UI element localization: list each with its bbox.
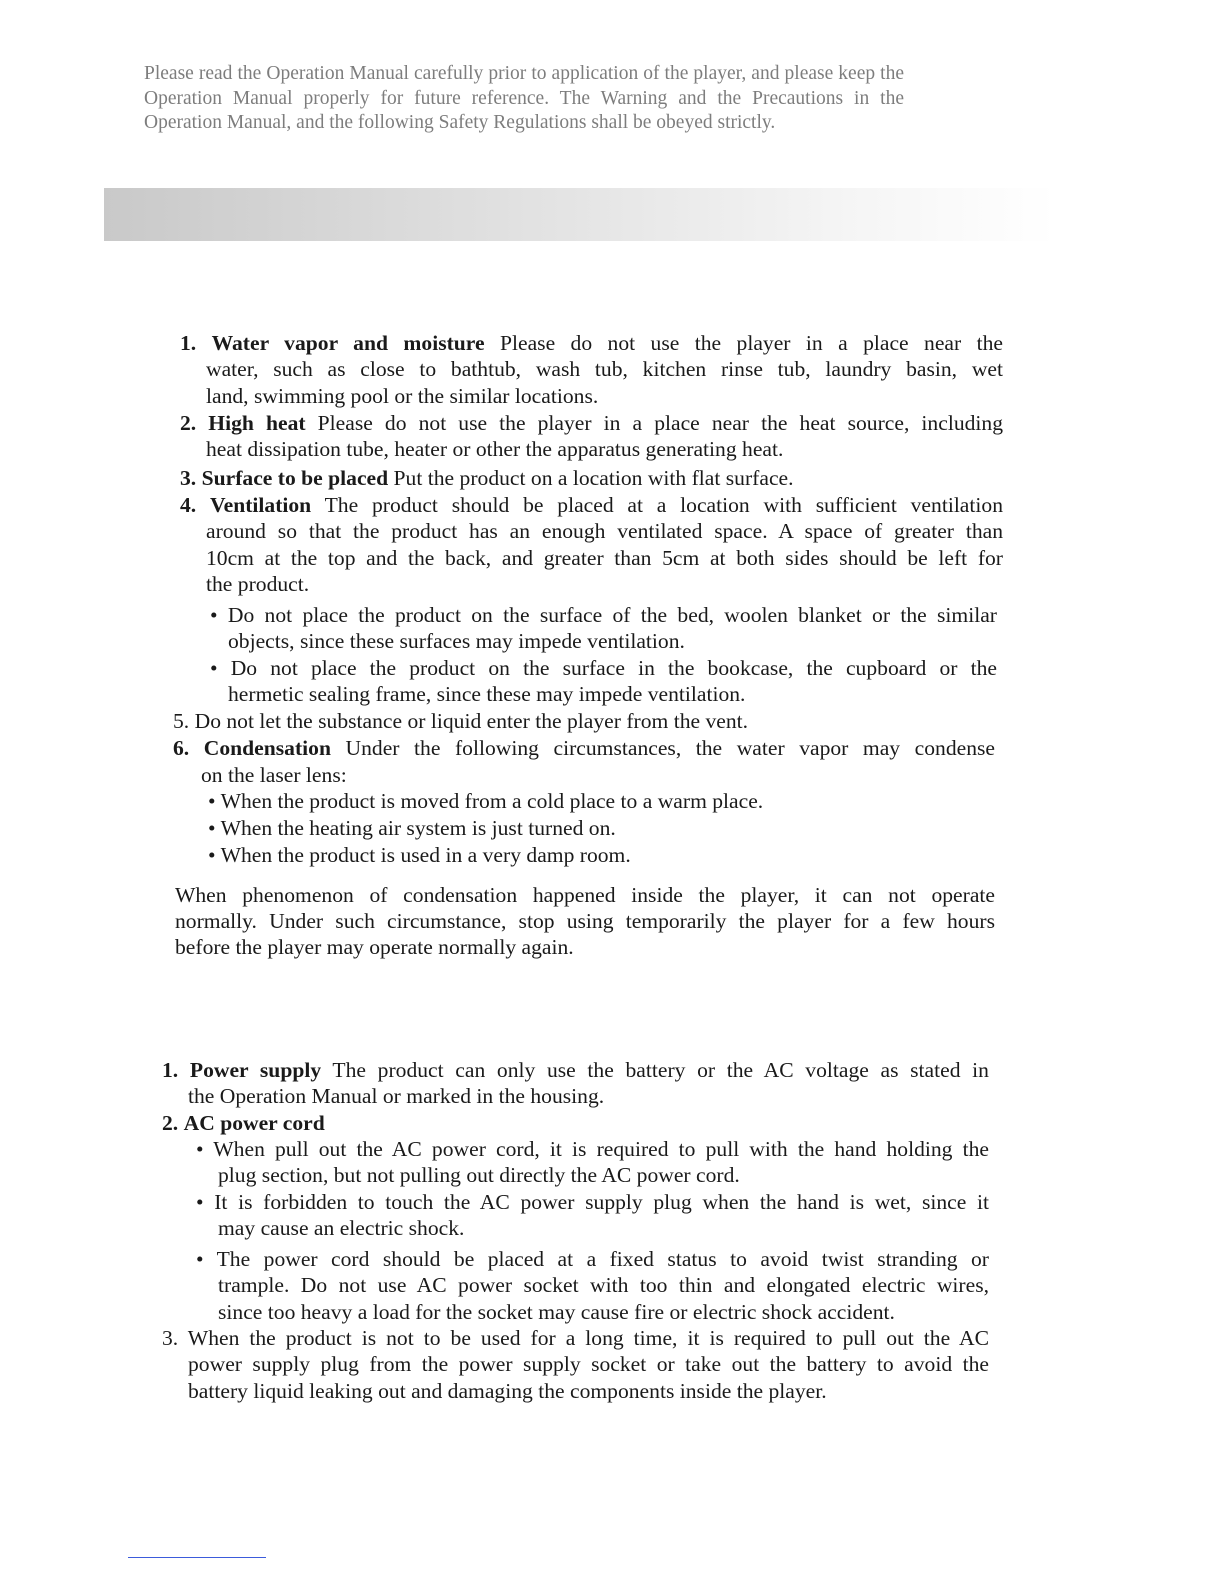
s2-bullet-3-line-2: trample. Do not use AC power socket with too thin and elongated electric wires, bbox=[218, 1273, 989, 1297]
closing-line-2: normally. Under such circumstance, stop using temporarily the player for a few hours bbox=[175, 909, 995, 933]
s2-item-2-title-line bbox=[162, 1110, 325, 1137]
closing-line-3: before the player may operate normally again. bbox=[175, 935, 574, 959]
item-6-line-1 bbox=[173, 735, 995, 762]
item-title: Ventilation bbox=[210, 493, 312, 517]
intro-paragraph: Please read the Operation Manual carefully prior to application of the player, and please keep the Operation Manual properly for future reference. The Warning and the Precautions in the Operation Manual, and the following Safety Regulations shall be obeyed strictly. bbox=[144, 63, 904, 133]
item-4-line-4: the product. bbox=[206, 572, 310, 596]
item-text: Please do not use the player in a place near the heat source, including bbox=[317, 411, 1004, 435]
item-number: 2. bbox=[180, 411, 197, 435]
item-1-line-3: land, swimming pool or the similar locations. bbox=[206, 384, 599, 408]
s2-item-1-line-1 bbox=[162, 1057, 989, 1084]
item-4-bullet-2-line-2: hermetic sealing frame, since these may impede ventilation. bbox=[228, 682, 746, 706]
item-text: Put the product on a location with flat surface. bbox=[393, 466, 794, 490]
item-number: 6. bbox=[173, 736, 190, 760]
item-6-bullet: • When the product is used in a very damp room. bbox=[208, 843, 631, 867]
s2-bullet-2-line-2: may cause an electric shock. bbox=[218, 1216, 465, 1240]
item-4-line-3: 10cm at the top and the back, and greater than 5cm at both sides should be left for bbox=[206, 546, 1003, 570]
section-header-banner bbox=[104, 188, 1056, 241]
s2-item-3-line-2: power supply plug from the power supply socket or take out the battery to avoid the bbox=[188, 1352, 989, 1376]
item-number: 3. bbox=[180, 466, 197, 490]
item-text: The product should be placed at a location with sufficient ventilation bbox=[324, 493, 1003, 517]
item-4-line-2: around so that the product has an enough ventilated space. A space of greater than bbox=[206, 519, 1003, 543]
s2-bullet-3-line-1: • The power cord should be placed at a fixed status to avoid twist stranding or bbox=[196, 1247, 989, 1271]
item-title: High heat bbox=[208, 411, 306, 435]
item-5: 5. Do not let the substance or liquid enter the player from the vent. bbox=[173, 709, 749, 733]
footer-underline bbox=[128, 1557, 266, 1558]
item-number: 1. bbox=[162, 1058, 179, 1082]
closing-line-1: When phenomenon of condensation happened inside the player, it can not operate bbox=[175, 883, 995, 907]
s2-bullet-1-line-1: • When pull out the AC power cord, it is required to pull with the hand holding the bbox=[196, 1137, 989, 1161]
s2-bullet-1-line-2: plug section, but not pulling out directly the AC power cord. bbox=[218, 1163, 740, 1187]
item-1-line-2: water, such as close to bathtub, wash tub, kitchen rinse tub, laundry basin, wet bbox=[206, 357, 1003, 381]
item-title: Water vapor and moisture bbox=[211, 331, 485, 355]
s2-item-3-line-3: battery liquid leaking out and damaging the components inside the player. bbox=[188, 1379, 827, 1403]
item-number: 1. bbox=[180, 331, 197, 355]
item-1-line-1 bbox=[180, 330, 1003, 357]
s2-item-1-line-2: the Operation Manual or marked in the housing. bbox=[188, 1084, 605, 1108]
item-number: 2. bbox=[162, 1111, 179, 1135]
item-2-line-1 bbox=[180, 410, 1003, 437]
s2-bullet-2-line-1: • It is forbidden to touch the AC power supply plug when the hand is wet, since it bbox=[196, 1190, 989, 1214]
s2-bullet-3-line-3: since too heavy a load for the socket may cause fire or electric shock accident. bbox=[218, 1300, 895, 1324]
item-title: Condensation bbox=[203, 736, 331, 760]
item-2-line-2: heat dissipation tube, heater or other the apparatus generating heat. bbox=[206, 437, 784, 461]
item-4-bullet-1-line-1: • Do not place the product on the surface of the bed, woolen blanket or the similar bbox=[210, 603, 997, 627]
item-title: Power supply bbox=[189, 1058, 322, 1082]
item-6-bullet: • When the heating air system is just turned on. bbox=[208, 816, 616, 840]
item-4-bullet-2-line-1: • Do not place the product on the surface in the bookcase, the cupboard or the bbox=[210, 656, 997, 680]
item-text: Under the following circumstances, the water vapor may condense bbox=[345, 736, 995, 760]
item-text: The product can only use the battery or the AC voltage as stated in bbox=[332, 1058, 989, 1082]
item-title: Surface to be placed bbox=[201, 466, 389, 490]
s2-item-3-line-1: 3. When the product is not to be used for a long time, it is required to pull out the AC bbox=[162, 1326, 989, 1350]
item-6-line-2: on the laser lens: bbox=[201, 763, 347, 787]
item-6-bullet: • When the product is moved from a cold place to a warm place. bbox=[208, 789, 764, 813]
item-number: 4. bbox=[180, 493, 197, 517]
item-title: AC power cord bbox=[183, 1111, 325, 1135]
item-4-bullet-1-line-2: objects, since these surfaces may impede ventilation. bbox=[228, 629, 685, 653]
item-3-line-1 bbox=[180, 465, 794, 492]
item-4-line-1 bbox=[180, 492, 1003, 519]
item-text: Please do not use the player in a place near the bbox=[499, 331, 1003, 355]
